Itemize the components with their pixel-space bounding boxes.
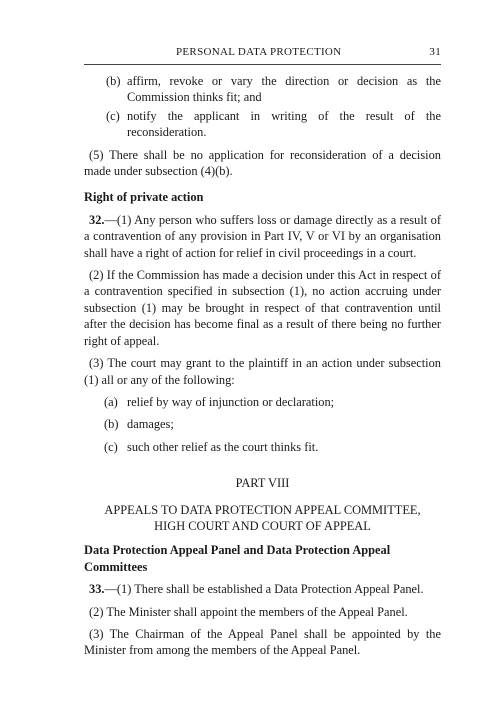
section-33-subsection-2: (2) The Minister shall appoint the members of the Appeal Panel.	[89, 604, 408, 619]
list-item-c	[84, 108, 441, 141]
page-number: 31	[429, 46, 441, 58]
list-item-text: such other relief as the court thinks fit.	[127, 439, 319, 454]
part-title-line-2: HIGH COURT AND COURT OF APPEAL	[154, 518, 371, 533]
header-rule	[84, 64, 441, 65]
section-33-subsection-1	[84, 581, 441, 597]
list-item-text: affirm, revoke or vary the direction or decision as the Commission thinks fit; and	[127, 74, 441, 105]
section-32-subsection-3: (3) The court may grant to the plaintiff in an action under subsection (1) all or any of the following:	[84, 356, 441, 387]
section-32-subsection-2: (2) If the Commission has made a decision under this Act in respect of a contravention specified in subsection (1), no action accruing under subsection (1) may be brought in respect of that contravention until after the decision has become final as a result of there being no further right of appeal.	[84, 268, 441, 348]
list-item-label: (b)	[106, 74, 121, 88]
part-label: PART VIII	[235, 476, 290, 491]
running-header	[84, 44, 441, 60]
part-title-line-1: APPEALS TO DATA PROTECTION APPEAL COMMITTEE,	[104, 502, 421, 517]
document-page	[84, 44, 441, 659]
section-number: 32.	[89, 212, 105, 227]
list-item-text: notify the applicant in writing of the result of the reconsideration.	[127, 108, 441, 140]
list-item-text: relief by way of injunction or declaration;	[127, 394, 335, 409]
section-heading-private-action: Right of private action	[84, 190, 204, 205]
section-33-subsection-3: (3) The Chairman of the Appeal Panel shall be appointed by the Minister from among the members of the Appeal Panel.	[84, 626, 441, 658]
list-item-b	[84, 73, 441, 106]
header-title: PERSONAL DATA PROTECTION	[176, 46, 342, 58]
list-item-label: (c)	[106, 108, 120, 123]
list-item-text: damages;	[127, 417, 174, 432]
relief-item-c	[84, 439, 441, 455]
section-number: 33.	[89, 582, 105, 597]
list-item-label: (c)	[104, 439, 118, 454]
relief-item-a	[84, 394, 441, 410]
list-item-label: (a)	[104, 394, 118, 409]
section-heading-appeal-panel: Data Protection Appeal Panel and Data Protection Appeal Committees	[84, 543, 391, 574]
section-32-subsection-1	[84, 212, 441, 261]
list-item-label: (b)	[104, 417, 119, 432]
section-text: —(1) There shall be established a Data Protection Appeal Panel.	[104, 582, 424, 597]
paragraph-subsection-5: (5) There shall be no application for reconsideration of a decision made under subsection (4)(b).	[84, 147, 441, 179]
relief-item-b	[84, 416, 441, 432]
section-text: —(1) Any person who suffers loss or damage directly as a result of a contravention of any provision in Part IV, V or VI by an organisation shall have a right of action for relief in civil proceedings in a court.	[84, 212, 441, 260]
